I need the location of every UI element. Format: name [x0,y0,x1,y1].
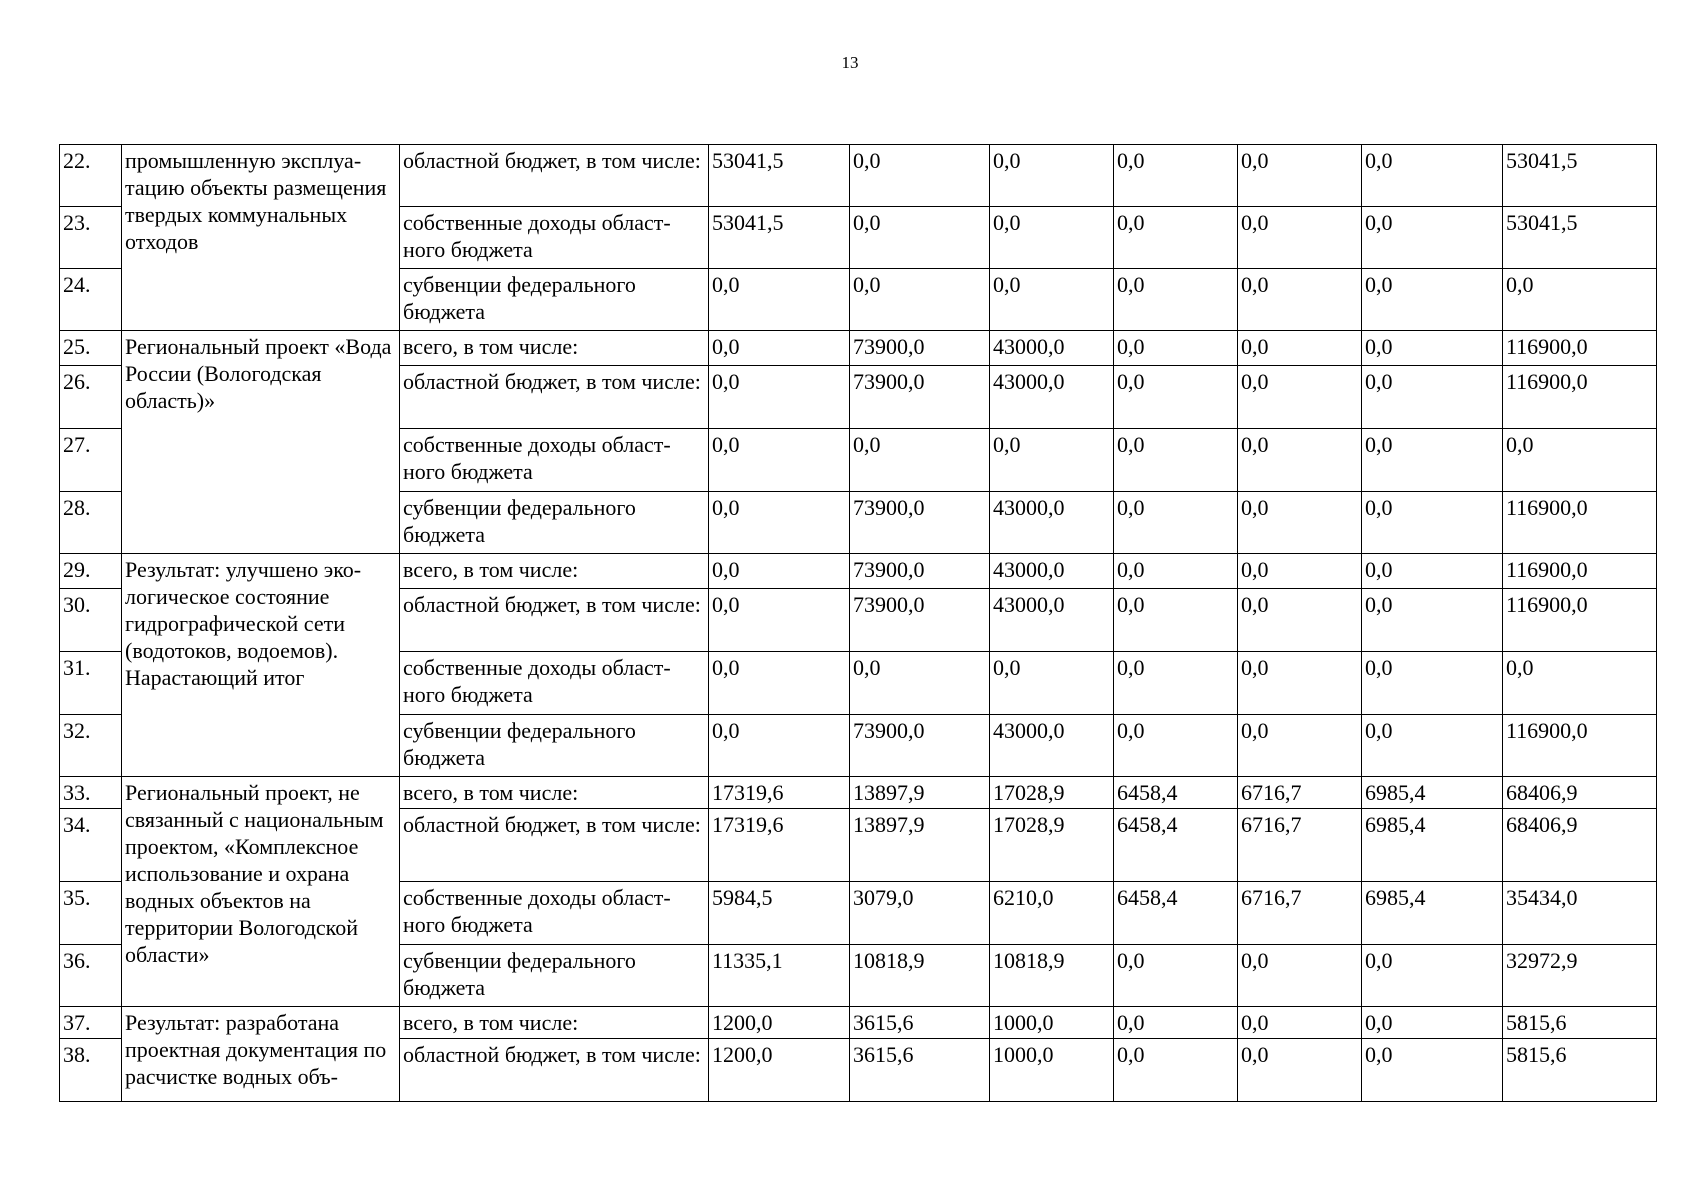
funding-source: субвенции федерального бюджета [400,945,709,1007]
funding-source: субвенции федерального бюджета [400,715,709,777]
value-cell: 0,0 [1238,207,1362,269]
table-row [60,331,1657,366]
value-cell: 0,0 [1114,492,1238,554]
value-cell: 0,0 [1238,492,1362,554]
row-number: 38. [60,1039,122,1102]
value-total: 53041,5 [1503,207,1657,269]
value-cell: 0,0 [850,269,990,331]
value-cell: 73900,0 [850,492,990,554]
value-cell: 53041,5 [709,145,850,207]
row-number: 23. [60,207,122,269]
value-cell: 0,0 [1114,269,1238,331]
funding-source: областной бюджет, в том числе: [400,1039,709,1102]
value-cell: 0,0 [1362,715,1503,777]
value-cell: 10818,9 [850,945,990,1007]
value-cell: 0,0 [1238,1039,1362,1102]
item-description: Региональный проект, не связанный с национальным проектом, «Комплексное использование и охрана водных объектов на территории Вологодской области» [122,777,400,1007]
value-cell: 0,0 [1238,1007,1362,1039]
row-number: 28. [60,492,122,554]
value-cell: 5984,5 [709,882,850,945]
row-number: 24. [60,269,122,331]
value-cell: 0,0 [990,429,1114,492]
value-cell: 13897,9 [850,777,990,809]
item-description: промышленную эксплуатацию объекты размещения твердых коммунальных отходов [122,145,400,331]
funding-source: всего, в том числе: [400,554,709,589]
value-cell: 0,0 [1114,945,1238,1007]
value-total: 68406,9 [1503,809,1657,882]
value-cell: 6458,4 [1114,777,1238,809]
value-cell: 6985,4 [1362,882,1503,945]
value-cell: 1000,0 [990,1039,1114,1102]
value-cell: 43000,0 [990,589,1114,652]
value-total: 0,0 [1503,429,1657,492]
value-cell: 0,0 [709,554,850,589]
value-cell: 0,0 [990,652,1114,715]
value-cell: 0,0 [1114,589,1238,652]
value-cell: 73900,0 [850,366,990,429]
value-cell: 43000,0 [990,366,1114,429]
funding-source: собственные доходы областного бюджета [400,429,709,492]
value-cell: 0,0 [1238,652,1362,715]
value-cell: 0,0 [1362,269,1503,331]
row-number: 33. [60,777,122,809]
value-cell: 6716,7 [1238,882,1362,945]
value-cell: 17028,9 [990,777,1114,809]
value-total: 116900,0 [1503,331,1657,366]
value-cell: 0,0 [709,366,850,429]
value-cell: 0,0 [1362,145,1503,207]
value-cell: 0,0 [1238,331,1362,366]
value-total: 32972,9 [1503,945,1657,1007]
value-cell: 1200,0 [709,1039,850,1102]
row-number: 25. [60,331,122,366]
value-cell: 3615,6 [850,1039,990,1102]
value-cell: 0,0 [990,145,1114,207]
value-cell: 43000,0 [990,554,1114,589]
value-cell: 0,0 [1238,366,1362,429]
value-cell: 0,0 [709,269,850,331]
row-number: 29. [60,554,122,589]
table-row [60,145,1657,207]
value-cell: 73900,0 [850,715,990,777]
value-cell: 13897,9 [850,809,990,882]
funding-source: всего, в том числе: [400,777,709,809]
value-cell: 0,0 [1362,331,1503,366]
value-cell: 0,0 [709,492,850,554]
row-number: 35. [60,882,122,945]
funding-source: собственные доходы областного бюджета [400,207,709,269]
row-number: 26. [60,366,122,429]
value-total: 116900,0 [1503,366,1657,429]
value-cell: 0,0 [1114,1007,1238,1039]
budget-table [59,144,1657,1102]
table-row [60,777,1657,809]
value-cell: 0,0 [1114,715,1238,777]
value-cell: 0,0 [1114,366,1238,429]
funding-source: собственные доходы областного бюджета [400,882,709,945]
value-total: 116900,0 [1503,554,1657,589]
value-cell: 17319,6 [709,809,850,882]
value-cell: 0,0 [1114,207,1238,269]
value-cell: 73900,0 [850,554,990,589]
funding-source: областной бюджет, в том числе: [400,366,709,429]
value-cell: 43000,0 [990,331,1114,366]
value-cell: 11335,1 [709,945,850,1007]
value-cell: 0,0 [1114,429,1238,492]
value-cell: 0,0 [709,715,850,777]
table-body [60,145,1657,1102]
value-cell: 0,0 [850,429,990,492]
value-cell: 0,0 [1238,269,1362,331]
value-cell: 6716,7 [1238,809,1362,882]
funding-source: областной бюджет, в том числе: [400,145,709,207]
item-description: Региональный проект «Вода России (Вологодская область)» [122,331,400,554]
value-total: 116900,0 [1503,589,1657,652]
value-cell: 0,0 [1114,331,1238,366]
value-cell: 0,0 [709,331,850,366]
value-cell: 0,0 [709,429,850,492]
table-row [60,1007,1657,1039]
value-cell: 43000,0 [990,492,1114,554]
value-cell: 6716,7 [1238,777,1362,809]
row-number: 30. [60,589,122,652]
value-cell: 53041,5 [709,207,850,269]
value-cell: 0,0 [1362,554,1503,589]
funding-source: собственные доходы областного бюджета [400,652,709,715]
value-cell: 6985,4 [1362,809,1503,882]
value-cell: 0,0 [1238,429,1362,492]
value-cell: 6458,4 [1114,809,1238,882]
value-cell: 0,0 [850,207,990,269]
value-cell: 0,0 [1114,652,1238,715]
value-cell: 0,0 [1362,492,1503,554]
value-cell: 0,0 [709,589,850,652]
value-total: 35434,0 [1503,882,1657,945]
value-cell: 0,0 [709,652,850,715]
item-description: Результат: улучшено экологическое состояние гидрографической сети (водотоков, водоемов). Нарастающий итог [122,554,400,777]
value-total: 5815,6 [1503,1007,1657,1039]
row-number: 34. [60,809,122,882]
value-total: 68406,9 [1503,777,1657,809]
row-number: 22. [60,145,122,207]
value-cell: 0,0 [1362,429,1503,492]
value-total: 5815,6 [1503,1039,1657,1102]
value-cell: 0,0 [990,269,1114,331]
funding-source: субвенции федерального бюджета [400,269,709,331]
value-cell: 0,0 [850,652,990,715]
page-number: 13 [841,53,859,72]
item-description: Результат: разработана проектная документация по расчистке водных объ- [122,1007,400,1102]
value-cell: 0,0 [1238,715,1362,777]
value-cell: 0,0 [850,145,990,207]
row-number: 31. [60,652,122,715]
value-cell: 0,0 [990,207,1114,269]
value-cell: 6985,4 [1362,777,1503,809]
value-cell: 10818,9 [990,945,1114,1007]
value-cell: 6458,4 [1114,882,1238,945]
value-cell: 73900,0 [850,331,990,366]
value-cell: 3615,6 [850,1007,990,1039]
row-number: 36. [60,945,122,1007]
funding-source: областной бюджет, в том числе: [400,589,709,652]
value-cell: 17028,9 [990,809,1114,882]
row-number: 27. [60,429,122,492]
row-number: 37. [60,1007,122,1039]
value-cell: 0,0 [1238,145,1362,207]
value-cell: 0,0 [1362,652,1503,715]
value-cell: 3079,0 [850,882,990,945]
value-cell: 0,0 [1238,945,1362,1007]
value-cell: 0,0 [1362,1039,1503,1102]
value-cell: 6210,0 [990,882,1114,945]
value-cell: 0,0 [1114,554,1238,589]
value-cell: 0,0 [1114,1039,1238,1102]
row-number: 32. [60,715,122,777]
value-total: 116900,0 [1503,492,1657,554]
value-cell: 0,0 [1362,1007,1503,1039]
funding-source: всего, в том числе: [400,1007,709,1039]
value-total: 0,0 [1503,269,1657,331]
value-cell: 0,0 [1238,589,1362,652]
value-cell: 17319,6 [709,777,850,809]
value-cell: 0,0 [1362,207,1503,269]
value-total: 0,0 [1503,652,1657,715]
value-total: 53041,5 [1503,145,1657,207]
value-cell: 0,0 [1114,145,1238,207]
funding-source: всего, в том числе: [400,331,709,366]
funding-source: областной бюджет, в том числе: [400,809,709,882]
value-cell: 1200,0 [709,1007,850,1039]
value-cell: 0,0 [1238,554,1362,589]
value-cell: 0,0 [1362,945,1503,1007]
funding-source: субвенции федерального бюджета [400,492,709,554]
value-cell: 0,0 [1362,589,1503,652]
value-cell: 73900,0 [850,589,990,652]
value-cell: 43000,0 [990,715,1114,777]
table-row [60,554,1657,589]
value-cell: 1000,0 [990,1007,1114,1039]
value-cell: 0,0 [1362,366,1503,429]
value-total: 116900,0 [1503,715,1657,777]
